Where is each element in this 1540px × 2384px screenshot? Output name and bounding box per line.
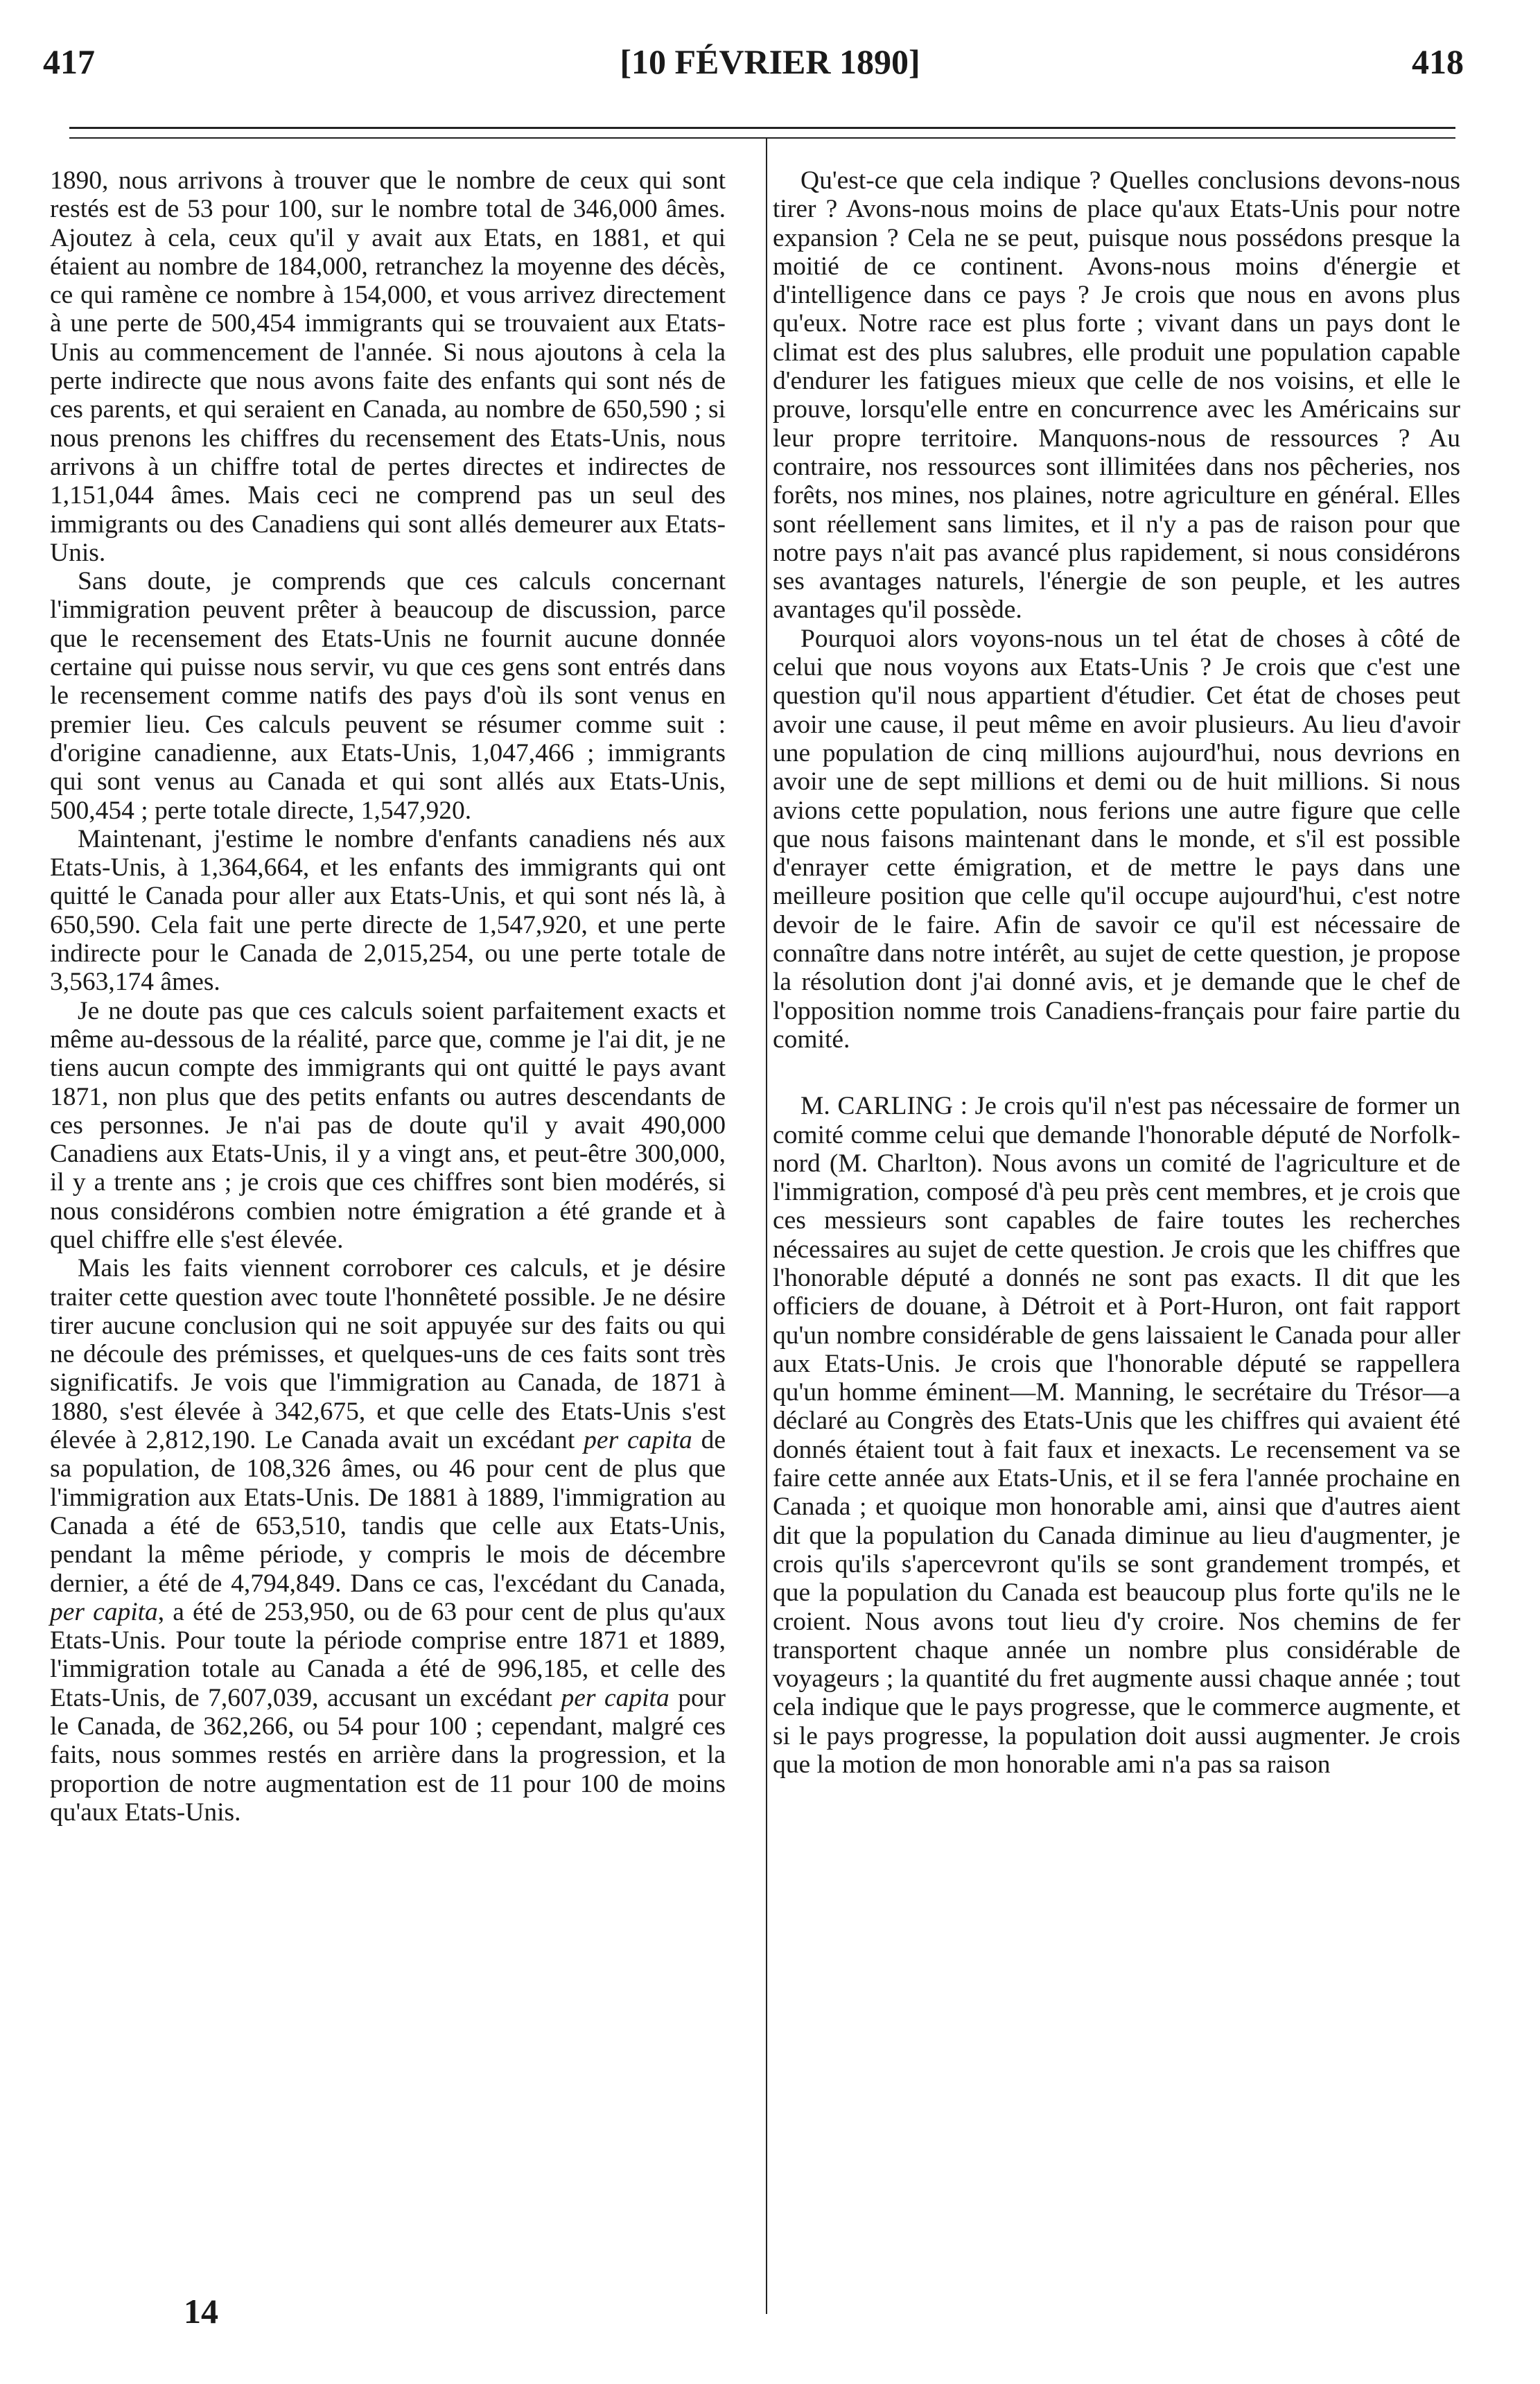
right-paragraph-1: Qu'est-ce que cela indique ? Quelles conclusions devons-nous tirer ? Avons-nous moins de place qu'aux Etats-Unis pour notre expansion ? Cela ne se peut, puisque nous possédons presque la moitié de ce continent. Avons-nous moins d'énergie et d'intelligence dans ce pays ? Je crois que nous en avons plus qu'eux. Notre race est plus forte ; vivant dans un pays dont le climat est des plus salubres, elle produit une population capable d'endurer les fatigues mieux que celle de nos voisins, et elle le prouve, lorsqu'elle entre en concurrence avec les Américains sur leur propre territoire. Manquons-nous de ressources ? Au contraire, nos ressources sont illimitées dans nos pêcheries, nos forêts, nos mines, nos plaines, notre agriculture en général. Elles sont réellement sans limites, et il n'y a pas de raison pour que notre pays n'ait pas avancé plus rapidement, si nous considérons ses avantages naturels, l'énergie de son peuple, et les autres avantages qu'il possède. [773, 166, 1460, 625]
per-capita-italic-3: per capita [561, 1683, 670, 1712]
left-paragraph-3: Maintenant, j'estime le nombre d'enfants canadiens nés aux Etats-Unis, à 1,364,664, et les enfants des immigrants qui ont quitté le Canada pour aller aux Etats-Unis, et qui sont nés là, à 650,590. Cela fait une perte directe de 1,547,920, et une perte indirecte pour le Canada de 2,015,254, ou une perte totale de 3,563,174 âmes. [50, 824, 726, 997]
per-capita-italic-1: per capita [584, 1426, 692, 1455]
header-date: [10 FÉVRIER 1890] [620, 42, 920, 81]
per-capita-italic-2: per capita [50, 1597, 158, 1626]
left-paragraph-5-part-c: , a été de 253,950, ou de 63 pour cent de plus qu'aux Etats-Unis. Pour toute la période comprise entre 1871 et 1889, l'immigration totale au Canada a été de 996,185, et celle des Etats-Unis, de 7,607,039, accusant un excédant [50, 1597, 726, 1712]
column-divider [766, 137, 767, 2314]
left-paragraph-5-part-b: de sa population, de 108,326 âmes, ou 46 pour cent de plus que l'immigration aux Etats-Unis. De 1881 à 1889, l'immigration au Canada a été de 653,510, tandis que celle aux Etats-Unis, pendant la même période, y compris le mois de décembre dernier, a été de 4,794,849. Dans ce cas, l'excédant du Canada, [50, 1426, 726, 1598]
page-number-left: 417 [43, 42, 95, 81]
header-rule-thin [69, 137, 1455, 139]
left-paragraph-5-part-d: pour le Canada, de 362,266, ou 54 pour 100 ; cependant, malgré ces faits, nous sommes restés en arrière dans la progression, et la proportion de notre augmentation est de 11 pour 100 de moins qu'aux Etats-Unis. [50, 1683, 726, 1827]
page-header [0, 42, 1540, 104]
page-number-right: 418 [1412, 42, 1464, 81]
right-paragraph-2: Pourquoi alors voyons-nous un tel état de choses à côté de celui que nous voyons aux Etats-Unis ? Je crois que c'est une question qu'il nous appartient d'étudier. Cet état de choses peut avoir une cause, il peut même en avoir plusieurs. Au lieu d'avoir une population de cinq millions aujourd'hui, nous devrions en avoir une de sept millions et demi ou de huit millions. Si nous avions cette population, nous ferions une autre figure que celle que nous faisons maintenant dans le monde, et s'il est possible d'enrayer cette émigration, et de mettre le pays dans une meilleure position que celle qu'il occupe aujourd'hui, c'est notre devoir de le faire. Afin de savoir ce qu'il est nécessaire de connaître dans notre intérêt, au sujet de cette question, je propose la résolution dont j'ai donné avis, et je demande que le chef de l'opposition nomme trois Canadiens-français pour faire partie du comité. [773, 624, 1460, 1054]
left-paragraph-5 [50, 1254, 726, 1827]
left-column [50, 166, 726, 1827]
header-rule-thick [69, 127, 1455, 129]
footer-signature-number: 14 [184, 2292, 218, 2331]
right-paragraph-3-carling: M. CARLING : Je crois qu'il n'est pas nécessaire de former un comité comme celui que demande l'honorable député de Norfolk-nord (M. Charlton). Nous avons un comité de l'agriculture et de l'immigration, composé d'à peu près cent membres, et je crois que ces messieurs sont capables de faire toutes les recherches nécessaires au sujet de cette question. Je crois que les chiffres que l'honorable député a donnés ne sont pas exacts. Il dit que les officiers de douane, à Détroit et à Port-Huron, ont fait rapport qu'un nombre considérable de gens laissaient le Canada pour aller aux Etats-Unis. Je crois que l'honorable député se rappellera qu'un homme éminent—M. Manning, le secrétaire du Trésor—a déclaré au Congrès des Etats-Unis que les chiffres qui avaient été donnés étaient tout à fait faux et inexacts. Le recensement va se faire cette année aux Etats-Unis, et il se fera l'année prochaine en Canada ; et quoique mon honorable ami, ainsi que d'autres aient dit que la population du Canada diminue au lieu d'augmenter, je crois qu'ils s'apercevront qu'ils se sont grandement trompés, et que la population du Canada est beaucoup plus forte qu'ils ne le croient. Nous avons tout lieu d'y croire. Nos chemins de fer transportent chaque année un nombre plus considérable de voyageurs ; la quantité du fret augmente aussi chaque année ; tout cela indique que le pays progresse, que le commerce augmente, et si le pays progresse, la population doit aussi augmenter. Je crois que la motion de mon honorable ami n'a pas sa raison [773, 1092, 1460, 1780]
right-column [773, 166, 1460, 1779]
left-paragraph-4: Je ne doute pas que ces calculs soient parfaitement exacts et même au-dessous de la réalité, parce que, comme je l'ai dit, je ne tiens aucun compte des immigrants qui ont quitté le pays avant 1871, non plus que des petits enfants ou autres descendants de ces personnes. Je n'ai pas de doute qu'il y avait 490,000 Canadiens aux Etats-Unis, il y a vingt ans, et peut-être 300,000, il y a trente ans ; je crois que ces chiffres sont bien modérés, si nous considérons combien notre émigration a été grande et à quel chiffre elle s'est élevée. [50, 996, 726, 1254]
left-paragraph-5-part-a: Mais les faits viennent corroborer ces calculs, et je désire traiter cette question avec toute l'honnêteté possible. Je ne désire tirer aucune conclusion qui ne soit appuyée sur des faits ou qui ne découle des prémisses, et quelques-uns de ces faits sont très significatifs. Je vois que l'immigration au Canada, de 1871 à 1880, s'est élevée à 342,675, et que celle des Etats-Unis s'est élevée à 2,812,190. Le Canada avait un excédant [50, 1254, 726, 1455]
left-paragraph-1: 1890, nous arrivons à trouver que le nombre de ceux qui sont restés est de 53 pour 100, sur le nombre total de 346,000 âmes. Ajoutez à cela, ceux qu'il y avait aux Etats, en 1881, et qui étaient au nombre de 184,000, retranchez la moyenne des décès, ce qui ramène ce nombre à 154,000, et vous arrivez directement à une perte de 500,454 immigrants qui se trouvaient aux Etats-Unis au commencement de l'année. Si nous ajoutons à cela la perte indirecte que nous avons faite des enfants qui sont nés de ces parents, et qui seraient en Canada, au nombre de 650,590 ; si nous prenons les chiffres du recensement des Etats-Unis, nous arrivons à un chiffre total de pertes directes et indirectes de 1,151,044 âmes. Mais ceci ne comprend pas un seul des immigrants ou des Canadiens qui sont allés demeurer aux Etats-Unis. [50, 166, 726, 567]
left-paragraph-2: Sans doute, je comprends que ces calculs concernant l'immigration peuvent prêter à beaucoup de discussion, parce que le recensement des Etats-Unis ne fournit aucune donnée certaine qui puisse nous servir, vu que ces gens sont entrés dans le recensement comme natifs des pays d'où ils sont venus en premier lieu. Ces calculs peuvent se résumer comme suit : d'origine canadienne, aux Etats-Unis, 1,047,466 ; immigrants qui sont venus au Canada et qui sont allés aux Etats-Unis, 500,454 ; perte totale directe, 1,547,920. [50, 567, 726, 825]
